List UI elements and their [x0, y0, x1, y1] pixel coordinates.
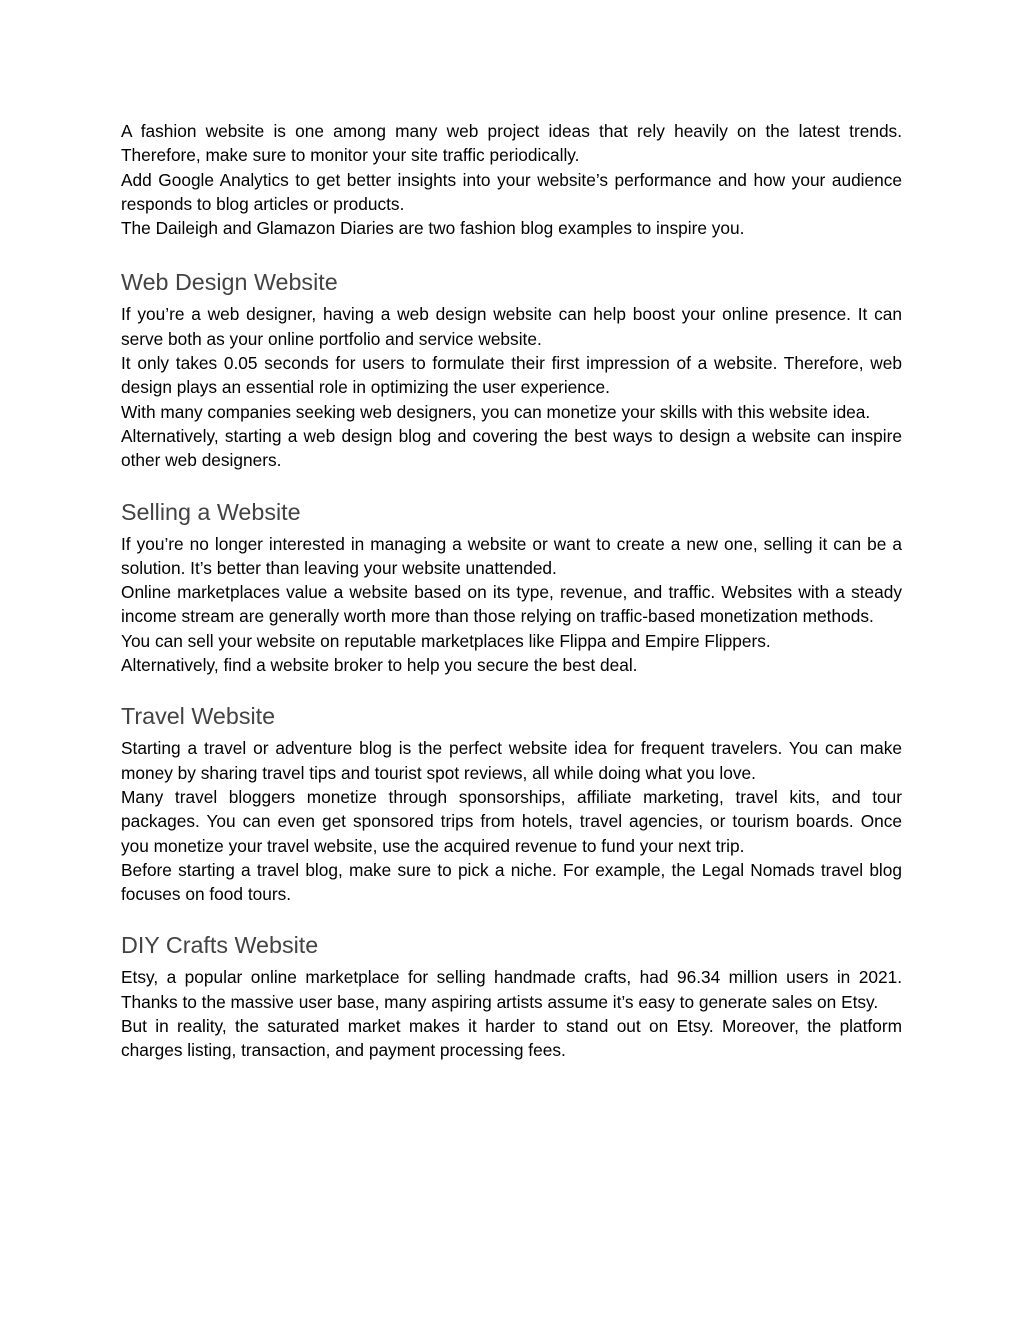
paragraph: If you’re no longer interested in managing a website or want to create a new one, selling it can be a solution. It’s better than leaving your website unattended. [121, 533, 902, 578]
paragraph: Many travel bloggers monetize through sponsorships, affiliate marketing, travel kits, and tour packages. You can even get sponsored trips from hotels, travel agencies, or tourism boards. Once you monetize your travel website, use the acquired revenue to fund your next trip. [121, 786, 902, 856]
section-body [121, 532, 902, 678]
section-heading: Web Design Website [121, 269, 338, 296]
section-heading: Selling a Website [121, 498, 301, 525]
section-diy-crafts-website [121, 930, 902, 1062]
paragraph: Online marketplaces value a website based on its type, revenue, and traffic. Websites with a steady income stream are generally worth more than those relying on traffic-based monetization methods. [121, 582, 902, 627]
intro-paragraph-1: A fashion website is one among many web project ideas that rely heavily on the latest trends. Therefore, make sure to monitor your site traffic periodically. [121, 121, 902, 166]
section-body [121, 302, 902, 472]
paragraph: You can sell your website on reputable marketplaces like Flippa and Empire Flippers. [121, 630, 771, 651]
paragraph: If you’re a web designer, having a web design website can help boost your online presence. It can serve both as your online portfolio and service website. [121, 304, 902, 349]
intro-paragraph-3: The Daileigh and Glamazon Diaries are two fashion blog examples to inspire you. [121, 218, 745, 239]
section-selling-website [121, 497, 902, 678]
paragraph: Alternatively, starting a web design blog and covering the best ways to design a website can inspire other web designers. [121, 425, 902, 471]
section-heading: DIY Crafts Website [121, 932, 319, 959]
paragraph: Etsy, a popular online marketplace for selling handmade crafts, had 96.34 million users in 2021. Thanks to the massive user base, many aspiring artists assume it’s easy to generate sales on Etsy. [121, 967, 902, 1012]
section-web-design [121, 267, 902, 472]
section-heading: Travel Website [121, 703, 276, 730]
intro-paragraph-2: Add Google Analytics to get better insights into your website’s performance and how your audience responds to blog articles or products. [121, 169, 902, 214]
intro-section [121, 119, 902, 240]
section-body [121, 736, 902, 906]
paragraph: With many companies seeking web designers, you can monetize your skills with this website idea. [121, 401, 871, 422]
section-travel-website [121, 701, 902, 906]
paragraph: Before starting a travel blog, make sure to pick a niche. For example, the Legal Nomads travel blog focuses on food tours. [121, 859, 902, 905]
paragraph: Starting a travel or adventure blog is the perfect website idea for frequent travelers. You can make money by sharing travel tips and tourist spot reviews, all while doing what you love. [121, 738, 902, 783]
section-body [121, 965, 902, 1062]
paragraph: Alternatively, find a website broker to help you secure the best deal. [121, 655, 638, 676]
document-page [121, 119, 902, 1063]
paragraph: It only takes 0.05 seconds for users to formulate their first impression of a website. Therefore, web design plays an essential role in optimizing the user experience. [121, 353, 902, 398]
paragraph: But in reality, the saturated market makes it harder to stand out on Etsy. Moreover, the platform charges listing, transaction, and payment processing fees. [121, 1016, 902, 1061]
